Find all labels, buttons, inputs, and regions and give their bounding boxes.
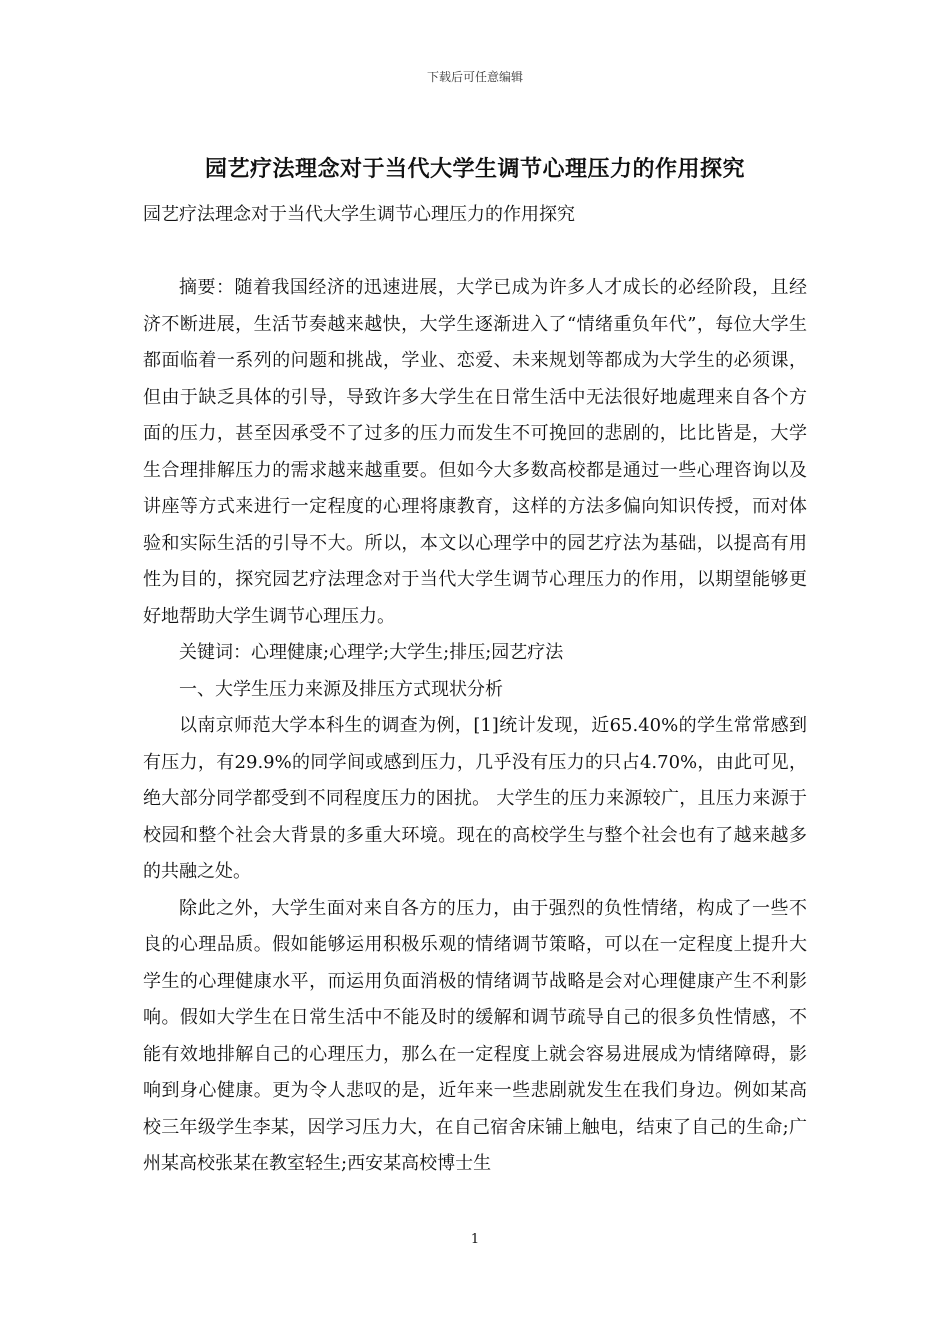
body-paragraph: 以南京师范大学本科生的调查为例，[1]统计发现，近65.40%的学生常常感到有压力，有29.9%的同学间或感到压力，几乎没有压力的只占4.70%，由此可见，绝大部分同学都受到不同程度压力的困扰。 大学生的压力来源较广，且压力来源于校园和整个社会大背景的多重大环境。现在的高校学生与整个社会也有了越来越多的共融之处。 <box>143 715 807 882</box>
header-note: 下载后可任意编辑 <box>426 70 523 84</box>
section-heading: 一、大学生压力来源及排压方式现状分析 <box>179 678 503 700</box>
document-title: 园艺疗法理念对于当代大学生调节心理压力的作用探究 <box>204 156 745 182</box>
abstract-paragraph: 摘要：随着我国经济的迅速进展，大学已成为许多人才成长的必经阶段，且经济不断进展，生活节奏越来越快，大学生逐渐进入了“情绪重负年代”，每位大学生都面临着一系列的问题和挑战，学业、恋爱、未来规划等都成为大学生的必须课，但由于缺乏具体的引导，导致许多大学生在日常生活中无法很好地處理来自各个方面的压力，甚至因承受不了过多的压力而发生不可挽回的悲剧的，比比皆是，大学生合理排解压力的需求越来越重要。但如今大多数高校都是通过一些心理咨询以及讲座等方式来进行一定程度的心理将康教育，这样的方法多偏向知识传授，而对体验和实际生活的引导不大。所以，本文以心理学中的园艺疗法为基础，以提高有用性为目的，探究园艺疗法理念对于当代大学生调节心理压力的作用，以期望能够更好地帮助大学生调节心理压力。 <box>143 277 807 627</box>
keywords-line: 关键词：心理健康;心理学;大学生;排压;园艺疗法 <box>179 642 564 663</box>
body-paragraph: 除此之外，大学生面对来自各方的压力，由于强烈的负性情绪，构成了一些不良的心理品质。假如能够运用积极乐观的情绪调节策略，可以在一定程度上提升大学生的心理健康水平，而运用负面消极的情绪调节战略是会对心理健康产生不利影响。假如大学生在日常生活中不能及时的缓解和调节疏导自己的很多负性情感，不能有效地排解自己的心理压力，那么在一定程度上就会容易进展成为情绪障碍，影响到身心健康。更为令人悲叹的是，近年来一些悲剧就发生在我们身边。例如某高校三年级学生李某，因学习压力大，在自己宿舍床铺上触电，结束了自己的生命;广州某高校张某在教室轻生;西安某高校博士生 <box>143 897 807 1174</box>
document-subtitle: 园艺疗法理念对于当代大学生调节心理压力的作用探究 <box>143 204 575 225</box>
page-number: 1 <box>470 1232 480 1247</box>
document-body <box>143 270 807 1183</box>
